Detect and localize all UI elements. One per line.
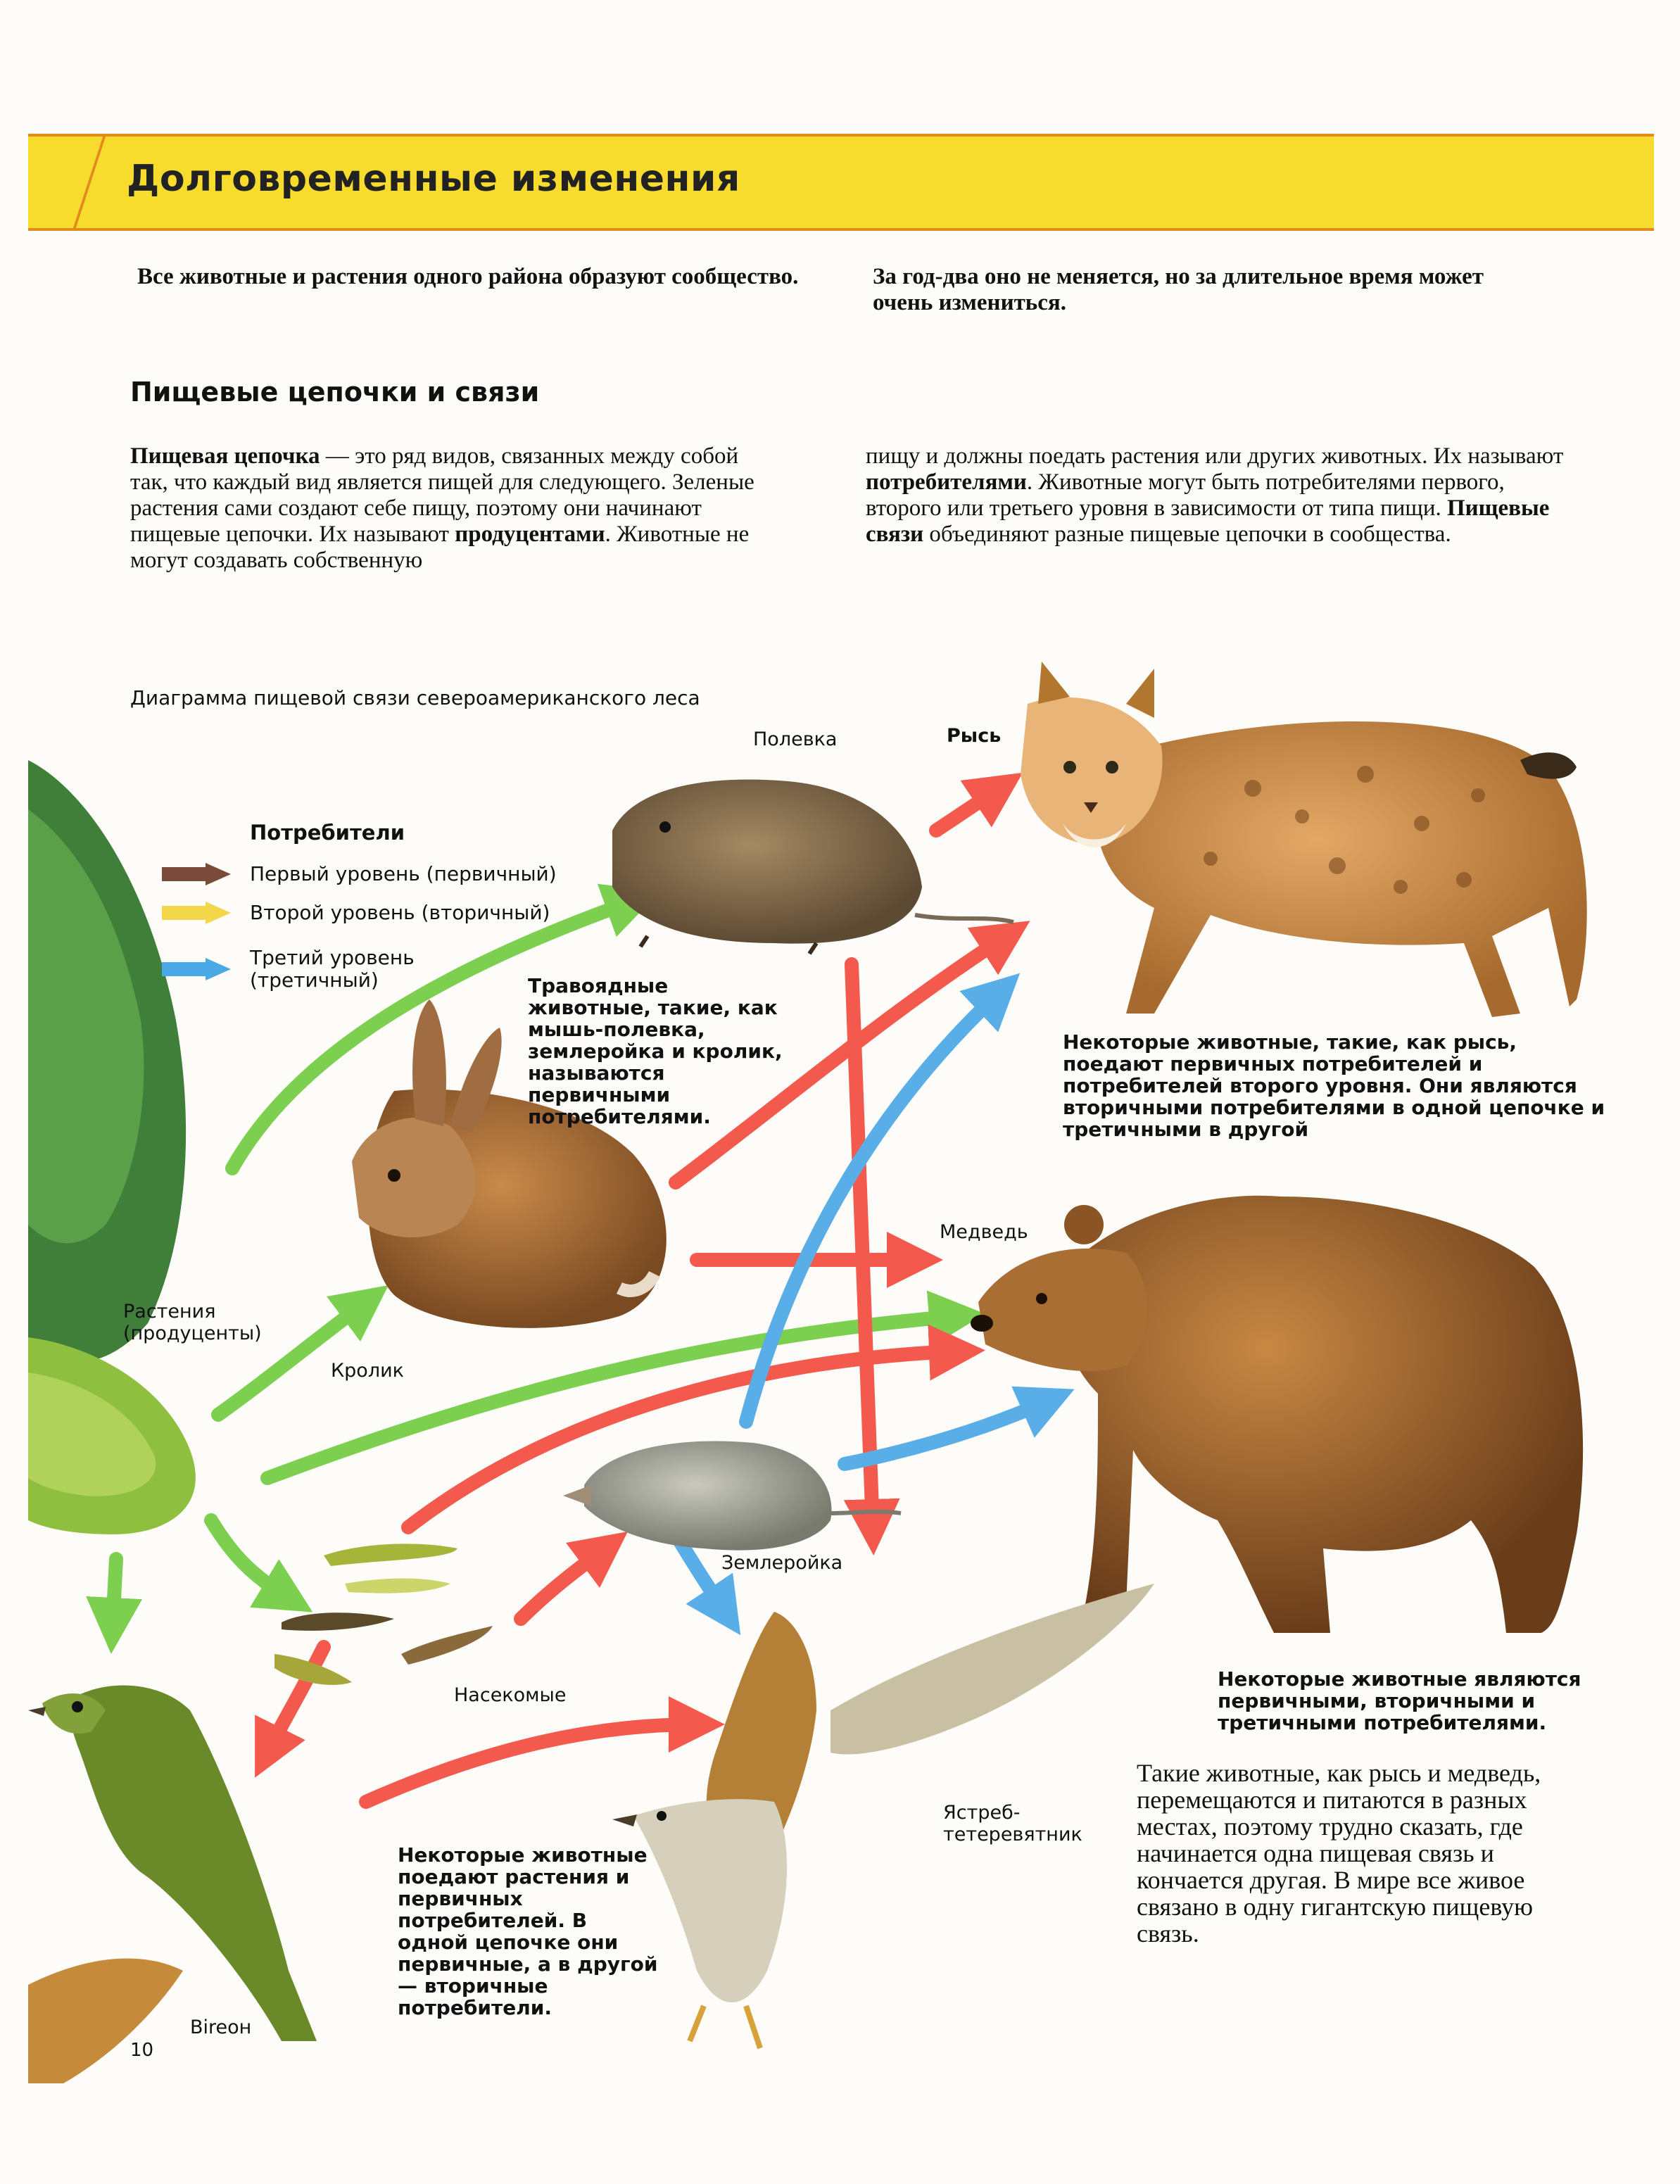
- col1-text-b: . Животные не могут создавать собственную: [130, 522, 750, 573]
- legend-swatch-primary: [162, 860, 232, 888]
- closing-paragraph: Такие животные, как рысь и медведь, перемещаются и питаются в разных местах, поэтому трудно сказать, где начинается одна пищевая связь и кончается другая. В мире все живое связано в одну гигантскую пищевую связь.: [1137, 1759, 1541, 1948]
- note-herbivores: Травоядные животные, такие, как мышь-полевка, землеройка и кролик, называются первичными потребителями.: [528, 974, 783, 1128]
- diagram-caption: Диаграмма пищевой связи североамериканского леса: [130, 686, 700, 709]
- section-title: Пищевые цепочки и связи: [130, 377, 540, 408]
- bear-illustration: [971, 1196, 1583, 1633]
- note-lynx: Некоторые животные, такие, как рысь, поедают первичных потребителей и потребителей второго уровня. Они являются вторичными потребителями в одной цепочке и третичными в другой: [1063, 1030, 1605, 1141]
- label-bear: Медведь: [940, 1221, 1028, 1243]
- label-vireo: Вireон: [190, 2016, 252, 2038]
- legend-swatch-tertiary: [162, 955, 232, 983]
- arrow-plants-to-bear: [267, 1316, 957, 1478]
- label-hawk: Ястреб-тетеревятник: [943, 1802, 1082, 1845]
- legend-label-tertiary: Третий уровень (третичный): [250, 946, 415, 992]
- legend-item-secondary: [162, 899, 550, 927]
- term-food-chain: Пищевая цепочка: [130, 443, 320, 469]
- arrow-plants-to-insects: [211, 1520, 289, 1598]
- lynx-illustration: [1021, 662, 1587, 1017]
- legend-label-secondary: Второй уровень (вторичный): [250, 901, 550, 924]
- intro-right: За год-два оно не меняется, но за длительное время может очень измениться.: [873, 264, 1484, 315]
- arrow-plants-to-vireo: [113, 1559, 116, 1626]
- insects-illustration: [274, 1544, 493, 1684]
- page-number: 10: [130, 2040, 154, 2061]
- arrow-vole-to-hawk: [852, 964, 873, 1527]
- legend-label-primary: Первый уровень (первичный): [250, 862, 557, 885]
- label-shrew: Землеройка: [721, 1552, 843, 1574]
- page-title: Долговременные изменения: [127, 158, 740, 200]
- label-lynx: Рысь: [947, 725, 1002, 747]
- legend-swatch-secondary: [162, 899, 232, 927]
- arrow-insects-to-shrew: [521, 1548, 605, 1619]
- arrow-vireo-to-hawk: [366, 1724, 697, 1802]
- label-plants: Растения (продуценты): [123, 1301, 262, 1344]
- arrow-vole-to-lynx: [936, 788, 999, 831]
- col2-text-a: пищу и должны поедать растения или других животных. Их называют: [866, 443, 1564, 469]
- term-consumers: потребителями: [866, 469, 1027, 495]
- legend-item-tertiary: [162, 947, 447, 992]
- legend-title: Потребители: [250, 821, 405, 845]
- term-food-web: Пищевые связи: [866, 495, 1550, 547]
- note-vireo: Некоторые животные поедают растения и первичных потребителей. В одной цепочке они первичные, а в другой — вторичные потребители.: [398, 1843, 658, 2019]
- term-producers: продуцентами: [455, 522, 605, 547]
- label-rabbit: Кролик: [331, 1360, 404, 1382]
- label-insects: Насекомые: [454, 1684, 567, 1706]
- legend-item-primary: [162, 860, 557, 888]
- col2-text-c: объединяют разные пищевые цепочки в сообщества.: [923, 522, 1451, 547]
- note-levels: Некоторые животные являются первичными, вторичными и третичными потребителями.: [1218, 1667, 1581, 1734]
- col1-text-a: — это ряд видов, связанных между собой так, что каждый вид является пищей для следующего. Зеленые растения сами создают себе пищу, поэтому они начинают пищевые цепочки. Их называют: [130, 443, 754, 547]
- intro-left: Все животные и растения одного района образуют сообщество.: [137, 264, 799, 289]
- col2-text-b: . Животные могут быть потребителями первого, второго или третьего уровня в зависимости от типа пищи.: [866, 469, 1505, 521]
- vole-illustration: [612, 780, 1013, 954]
- label-vole: Полевка: [753, 728, 838, 750]
